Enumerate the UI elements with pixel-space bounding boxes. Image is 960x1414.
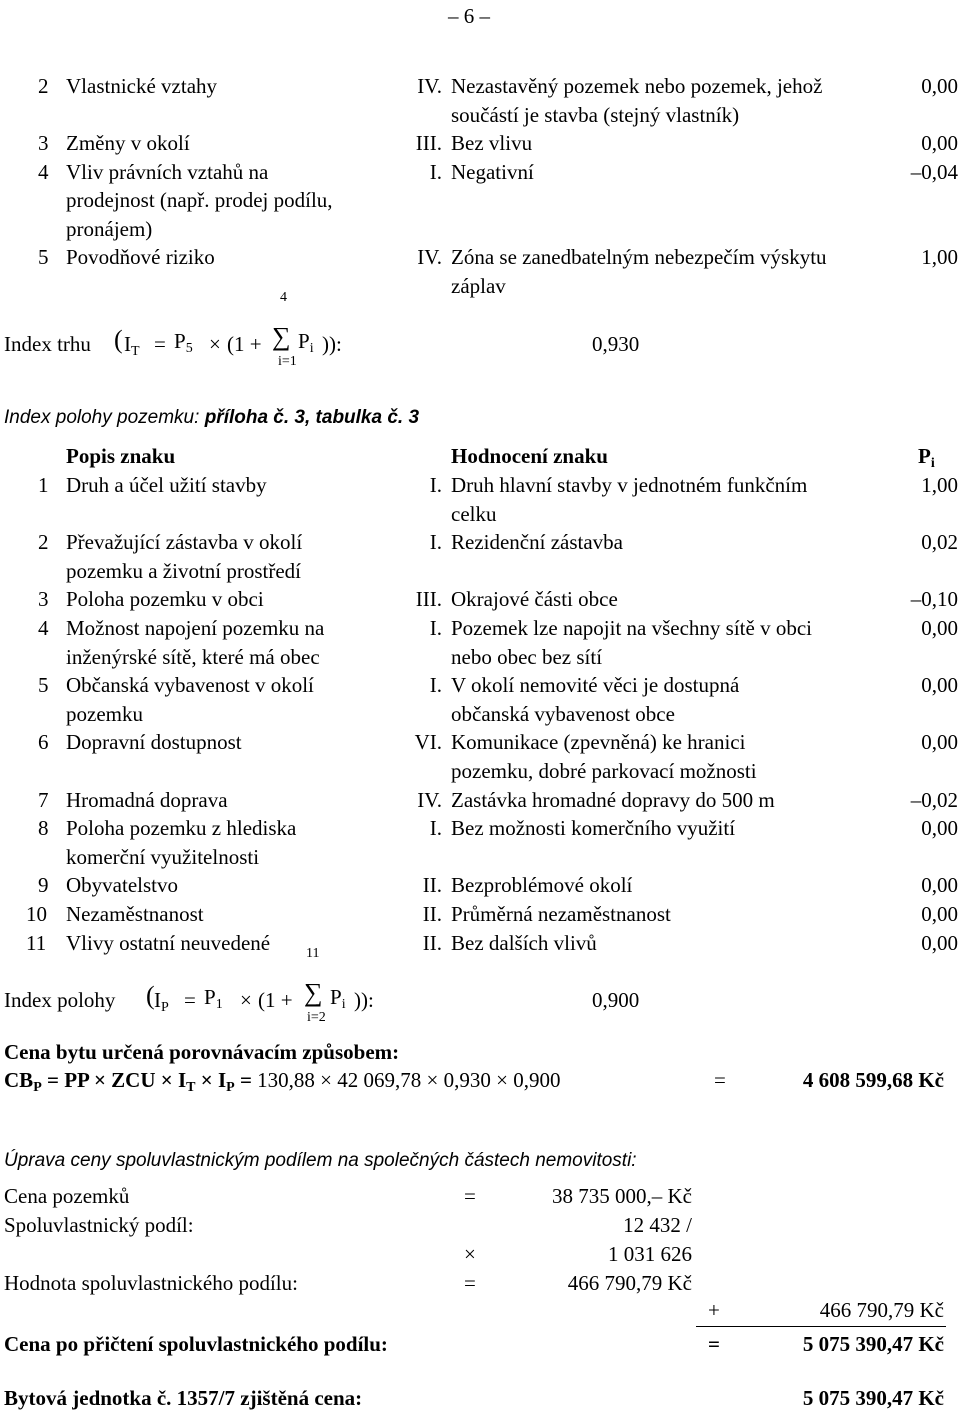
row-roman: IV. [417, 74, 442, 98]
row-name: Vlastnické vztahy [66, 74, 218, 98]
row-description: Bez vlivu [451, 131, 533, 155]
row-number: 5 [38, 673, 49, 698]
row-description: Komunikace (zpevněná) ke hranici [451, 730, 746, 755]
row-name: Povodňové riziko [66, 245, 215, 269]
row-value: 1,00 [921, 473, 958, 497]
row-roman: I. [429, 530, 442, 555]
sum-upper-limit: 4 [280, 290, 287, 305]
row-name: Možnost napojení pozemku na [66, 616, 325, 640]
row-number: 3 [38, 131, 49, 155]
row-number: 7 [38, 787, 49, 812]
index-symbol: $I_T$ [124, 332, 140, 359]
index-value: 0,930 [592, 332, 640, 356]
row-description: Negativní [451, 159, 534, 184]
row-name: pozemku [66, 701, 143, 726]
index-close: )): [322, 332, 342, 356]
row-description: Bez možnosti komerčního využití [451, 816, 736, 841]
row-roman: III. [415, 587, 442, 612]
row-name: Poloha pozemku v obci [66, 587, 264, 612]
row-name: Občanská vybavenost v okolí [66, 673, 314, 698]
adjust-value: 38 735 000,– Kč [552, 1184, 692, 1208]
row-value: –0,04 [910, 159, 958, 184]
row-name: komerční využitelnosti [66, 844, 260, 869]
index-equals: = [154, 332, 166, 356]
row-description: Zastávka hromadné dopravy do 500 m [451, 787, 775, 812]
index-close: )): [354, 988, 374, 1012]
row-number: 5 [38, 245, 49, 269]
row-roman: III. [415, 131, 442, 155]
row-description: Průměrná nezaměstnanost [451, 902, 671, 926]
row-name: Dopravní dostupnost [66, 730, 242, 755]
sum-symbol: ∑ [272, 322, 291, 351]
index-p: $P_1$ [204, 985, 223, 1012]
adjust-op: = [464, 1184, 476, 1208]
row-name: prodejnost (např. prodej podílu, [66, 188, 333, 212]
row-description: Okrajové části obce [451, 587, 618, 612]
row-value: 0,00 [921, 930, 958, 955]
index-label: Index polohy [4, 988, 116, 1012]
header-col1: Popis znaku [66, 444, 176, 468]
row-number: 2 [38, 74, 49, 98]
header-col2: Hodnocení znaku [451, 444, 608, 468]
index-p: $P_5$ [174, 329, 193, 356]
index-label: Index trhu [4, 332, 91, 356]
row-name: Hromadná doprava [66, 787, 228, 812]
row-description: V okolí nemovité věci je dostupná [451, 673, 740, 698]
row-value: –0,02 [910, 787, 958, 812]
row-name: Obyvatelstvo [66, 873, 178, 898]
adjust-value: 12 432 / [623, 1213, 692, 1237]
page-number: – 6 – [448, 4, 490, 28]
location-heading-prefix: Index polohy pozemku: [4, 407, 205, 428]
index-pi: $P_i$ [330, 985, 346, 1012]
adjust-value: 1 031 626 [608, 1242, 692, 1266]
row-name: Poloha pozemku z hlediska [66, 816, 297, 841]
adjust-op: = [464, 1271, 476, 1295]
sum-symbol: ∑ [304, 978, 323, 1007]
index-symbol: $I_P$ [154, 988, 169, 1015]
plus-value: 466 790,79 Kč [819, 1298, 944, 1322]
row-description: Bez dalších vlivů [451, 930, 597, 955]
adjust-value: 466 790,79 Kč [567, 1271, 692, 1295]
index-value: 0,900 [592, 988, 640, 1012]
row-number: 8 [38, 816, 49, 841]
row-number: 9 [38, 873, 49, 898]
row-name: Druh a účel užití stavby [66, 473, 267, 497]
row-roman: I. [429, 473, 442, 497]
row-value: 0,00 [921, 616, 958, 640]
row-number: 2 [38, 530, 49, 555]
row-description: záplav [451, 273, 506, 298]
index-paren: ( [114, 325, 123, 354]
row-description: pozemku, dobré parkovací možnosti [451, 759, 757, 783]
row-description: celku [451, 501, 497, 526]
price-formula: $CB_P$ = PP × ZCU × $I_T \times I_P = 130,88 \times 42$ 069,78 × 0,930 × 0,900 [4, 1068, 561, 1095]
row-roman: II. [422, 902, 442, 926]
row-value: 0,02 [921, 530, 958, 555]
index-paren: ( [146, 981, 155, 1010]
location-heading-ref: příloha č. 3, tabulka č. 3 [204, 407, 420, 428]
row-description: Pozemek lze napojit na všechny sítě v obci [451, 616, 812, 640]
final-label: Bytová jednotka č. 1357/7 zjištěná cena: [4, 1386, 363, 1410]
price-eq: = [714, 1068, 726, 1092]
total-label: Cena po přičtení spoluvlastnického podílu: [4, 1332, 388, 1356]
row-roman: I. [429, 616, 442, 640]
total-op: = [708, 1332, 720, 1356]
index-pi: $P_i$ [298, 329, 314, 356]
adjust-label: Hodnota spoluvlastnického podílu: [4, 1271, 298, 1295]
row-name: pronájem) [66, 216, 153, 241]
final-value: 5 075 390,47 Kč [802, 1386, 944, 1410]
row-roman: I. [429, 673, 442, 698]
sum-lower-limit: i=2 [307, 1010, 326, 1025]
row-roman: IV. [417, 787, 442, 812]
row-roman: I. [429, 816, 442, 841]
row-roman: IV. [417, 245, 442, 269]
row-name: inženýrské sítě, které má obec [66, 644, 320, 669]
row-number: 10 [26, 902, 47, 926]
row-description: Nezastavěný pozemek nebo pozemek, jehož [451, 74, 823, 98]
row-number: 11 [26, 930, 47, 955]
adjust-label: Spoluvlastnický podíl: [4, 1213, 194, 1237]
row-number: 1 [38, 473, 49, 497]
row-value: 0,00 [921, 730, 958, 755]
row-description: nebo obec bez sítí [451, 644, 603, 669]
index-times: × [240, 988, 252, 1012]
row-name: Vliv právních vztahů na [66, 159, 269, 184]
row-value: –0,10 [910, 587, 958, 612]
index-times: × [209, 332, 221, 356]
row-description: občanská vybavenost obce [451, 701, 675, 726]
header-col3: $P_i$ [918, 444, 935, 471]
row-roman: II. [422, 873, 442, 898]
row-name: Převažující zástavba v okolí [66, 530, 303, 555]
plus-op: + [708, 1298, 720, 1322]
total-value: 5 075 390,47 Kč [802, 1332, 944, 1356]
row-value: 0,00 [921, 74, 958, 98]
row-roman: VI. [414, 730, 442, 755]
row-value: 0,00 [921, 673, 958, 698]
row-number: 6 [38, 730, 49, 755]
index-one-plus: (1 + [227, 332, 262, 356]
row-value: 0,00 [921, 816, 958, 841]
row-name: Změny v okolí [66, 131, 190, 155]
price-result: 4 608 599,68 Kč [802, 1068, 944, 1092]
row-roman: I. [429, 159, 442, 184]
separator-line [696, 1326, 946, 1327]
row-description: Rezidenční zástavba [451, 530, 623, 555]
adjust-label: Cena pozemků [4, 1184, 130, 1208]
row-roman: II. [422, 930, 442, 955]
adjust-op: × [464, 1242, 476, 1266]
sum-lower-limit: i=1 [278, 354, 297, 369]
row-value: 1,00 [921, 245, 958, 269]
row-name: Vlivy ostatní neuvedené [66, 930, 271, 955]
row-value: 0,00 [921, 873, 958, 898]
row-value: 0,00 [921, 902, 958, 926]
row-number: 4 [38, 159, 49, 184]
location-heading [4, 407, 419, 429]
sum-upper-limit: 11 [306, 946, 320, 961]
row-value: 0,00 [921, 131, 958, 155]
row-description: Zóna se zanedbatelným nebezpečím výskytu [451, 245, 827, 269]
row-number: 3 [38, 587, 49, 612]
row-name: Nezaměstnanost [66, 902, 204, 926]
index-equals: = [184, 988, 196, 1012]
row-number: 4 [38, 616, 49, 640]
row-description: součástí je stavba (stejný vlastník) [451, 102, 740, 127]
row-description: Bezproblémové okolí [451, 873, 633, 898]
row-name: pozemku a životní prostředí [66, 558, 302, 583]
price-heading: Cena bytu určená porovnávacím způsobem: [4, 1040, 400, 1064]
adjust-heading: Úprava ceny spoluvlastnickým podílem na společných částech nemovitosti: [4, 1150, 637, 1171]
row-description: Druh hlavní stavby v jednotném funkčním [451, 473, 808, 497]
index-one-plus: (1 + [258, 988, 293, 1012]
